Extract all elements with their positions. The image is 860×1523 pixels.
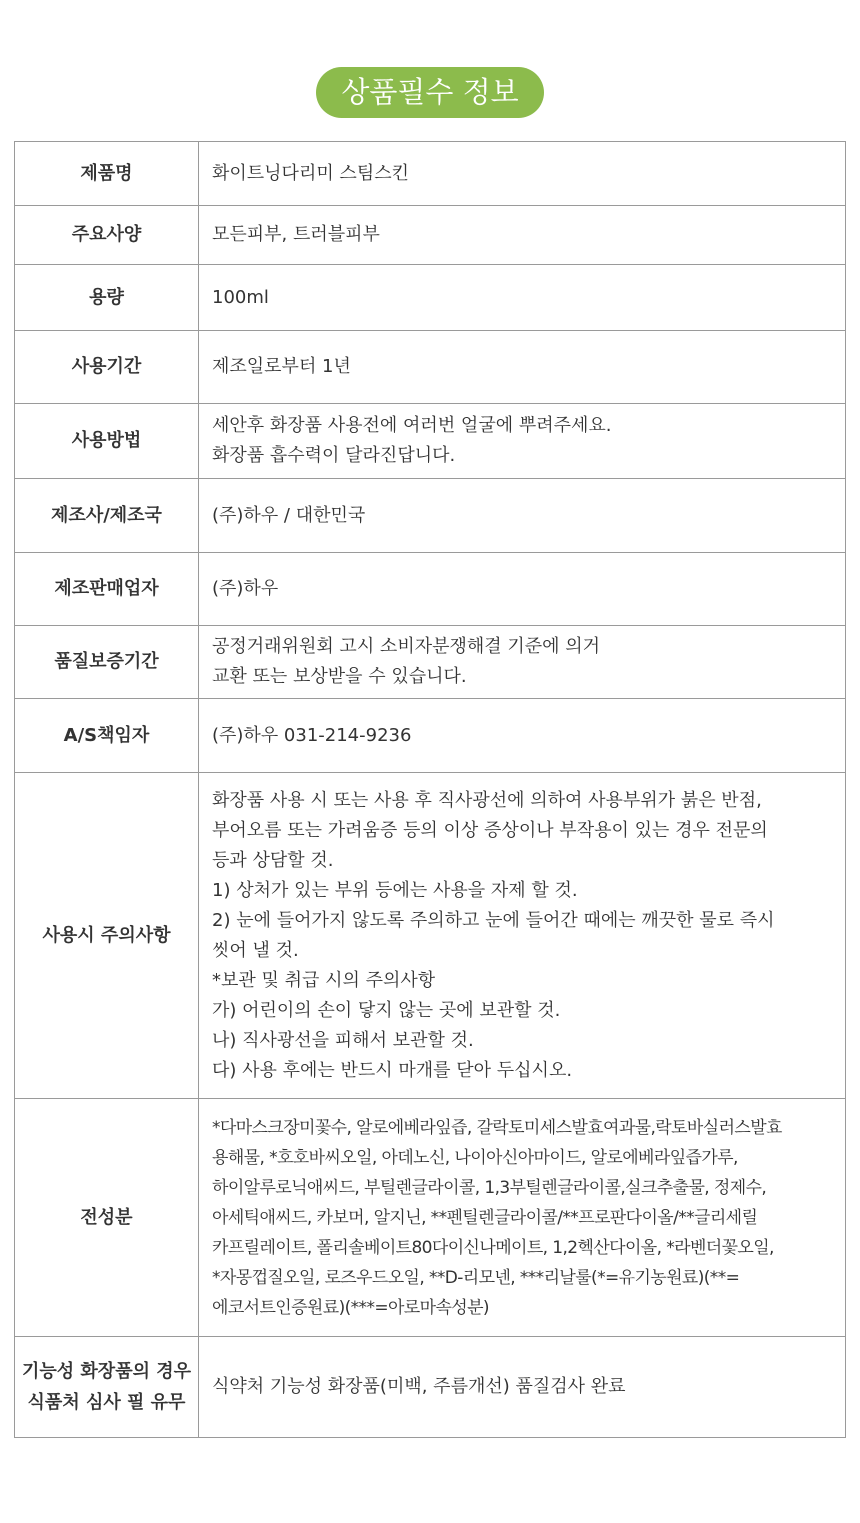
product-info-table [14, 141, 846, 1438]
row-value: (주)하우 [199, 553, 846, 626]
row-value: 100ml [199, 265, 846, 331]
table-row-manufacturer [15, 479, 846, 553]
row-value: 화장품 사용 시 또는 사용 후 직사광선에 의하여 사용부위가 붉은 반점, 부어오름 또는 가려움증 등의 이상 증상이나 부작용이 있는 경우 전문의 등과 상담할 것. 1) 상처가 있는 부위 등에는 사용을 자제 할 것. 2) 눈에 들어가지 않도록 주의하고 눈에 들어간 때에는 깨끗한 물로 즉시 씻어 낼 것. *보관 및 취급 시의 주의사항 가) 어린이의 손이 닿지 않는 곳에 보관할 것. 나) 직사광선을 피해서 보관할 것. 다) 사용 후에는 반드시 마개를 닫아 두십시오. [199, 773, 846, 1099]
row-label: 제조사/제조국 [15, 479, 199, 553]
section-title: 상품필수 정보 [316, 67, 544, 118]
table-row-seller [15, 553, 846, 626]
row-value: 화이트닝다리미 스팀스킨 [199, 142, 846, 206]
row-value: 공정거래위원회 고시 소비자분쟁해결 기준에 의거 교환 또는 보상받을 수 있습니다. [199, 626, 846, 699]
row-value: *다마스크장미꽃수, 알로에베라잎즙, 갈락토미세스발효여과물,락토바실러스발효 용해물, *호호바씨오일, 아데노신, 나이아신아마이드, 알로에베라잎즙가루, 하이알루로닉애씨드, 부틸렌글라이콜, 1,3부틸렌글라이콜,실크추출물, 정제수, 아세틱애씨드, 카보머, 알지닌, **펜틸렌글라이콜/**프로판다이올/**글리세릴 카프릴레이트, 폴리솔베이트80다이신나메이트, 1,2헥산다이올, *라벤더꽃오일, *자몽껍질오일, 로즈우드오일, **D-리모넨, ***리날룰(*=유기농원료)(**= 에코서트인증원료)(***=아로마속성분) [199, 1099, 846, 1337]
table-row-volume [15, 265, 846, 331]
table-row-product-name [15, 142, 846, 206]
table-row-precautions [15, 773, 846, 1099]
table-row-usage-period [15, 331, 846, 404]
row-value: 세안후 화장품 사용전에 여러번 얼굴에 뿌려주세요. 화장품 흡수력이 달라진답니다. [199, 404, 846, 479]
table-row-warranty [15, 626, 846, 699]
row-label: 전성분 [15, 1099, 199, 1337]
table-row-as-contact [15, 699, 846, 773]
row-value: 제조일로부터 1년 [199, 331, 846, 404]
row-label: 제조판매업자 [15, 553, 199, 626]
row-label: 사용기간 [15, 331, 199, 404]
row-label: A/S책임자 [15, 699, 199, 773]
table-row-main-spec [15, 206, 846, 265]
row-value: 모든피부, 트러블피부 [199, 206, 846, 265]
row-label: 품질보증기간 [15, 626, 199, 699]
row-value: 식약처 기능성 화장품(미백, 주름개선) 품질검사 완료 [199, 1337, 846, 1438]
row-label: 사용방법 [15, 404, 199, 479]
row-label: 주요사양 [15, 206, 199, 265]
row-label [15, 1337, 199, 1438]
row-label: 사용시 주의사항 [15, 773, 199, 1099]
table-row-ingredients [15, 1099, 846, 1337]
row-label: 제품명 [15, 142, 199, 206]
table-row-usage-method [15, 404, 846, 479]
row-label: 용량 [15, 265, 199, 331]
row-label-text: 기능성 화장품의 경우 식품처 심사 필 유무 [21, 1361, 192, 1413]
row-value: (주)하우 / 대한민국 [199, 479, 846, 553]
table-row-functional-review [15, 1337, 846, 1438]
row-value: (주)하우 031-214-9236 [199, 699, 846, 773]
